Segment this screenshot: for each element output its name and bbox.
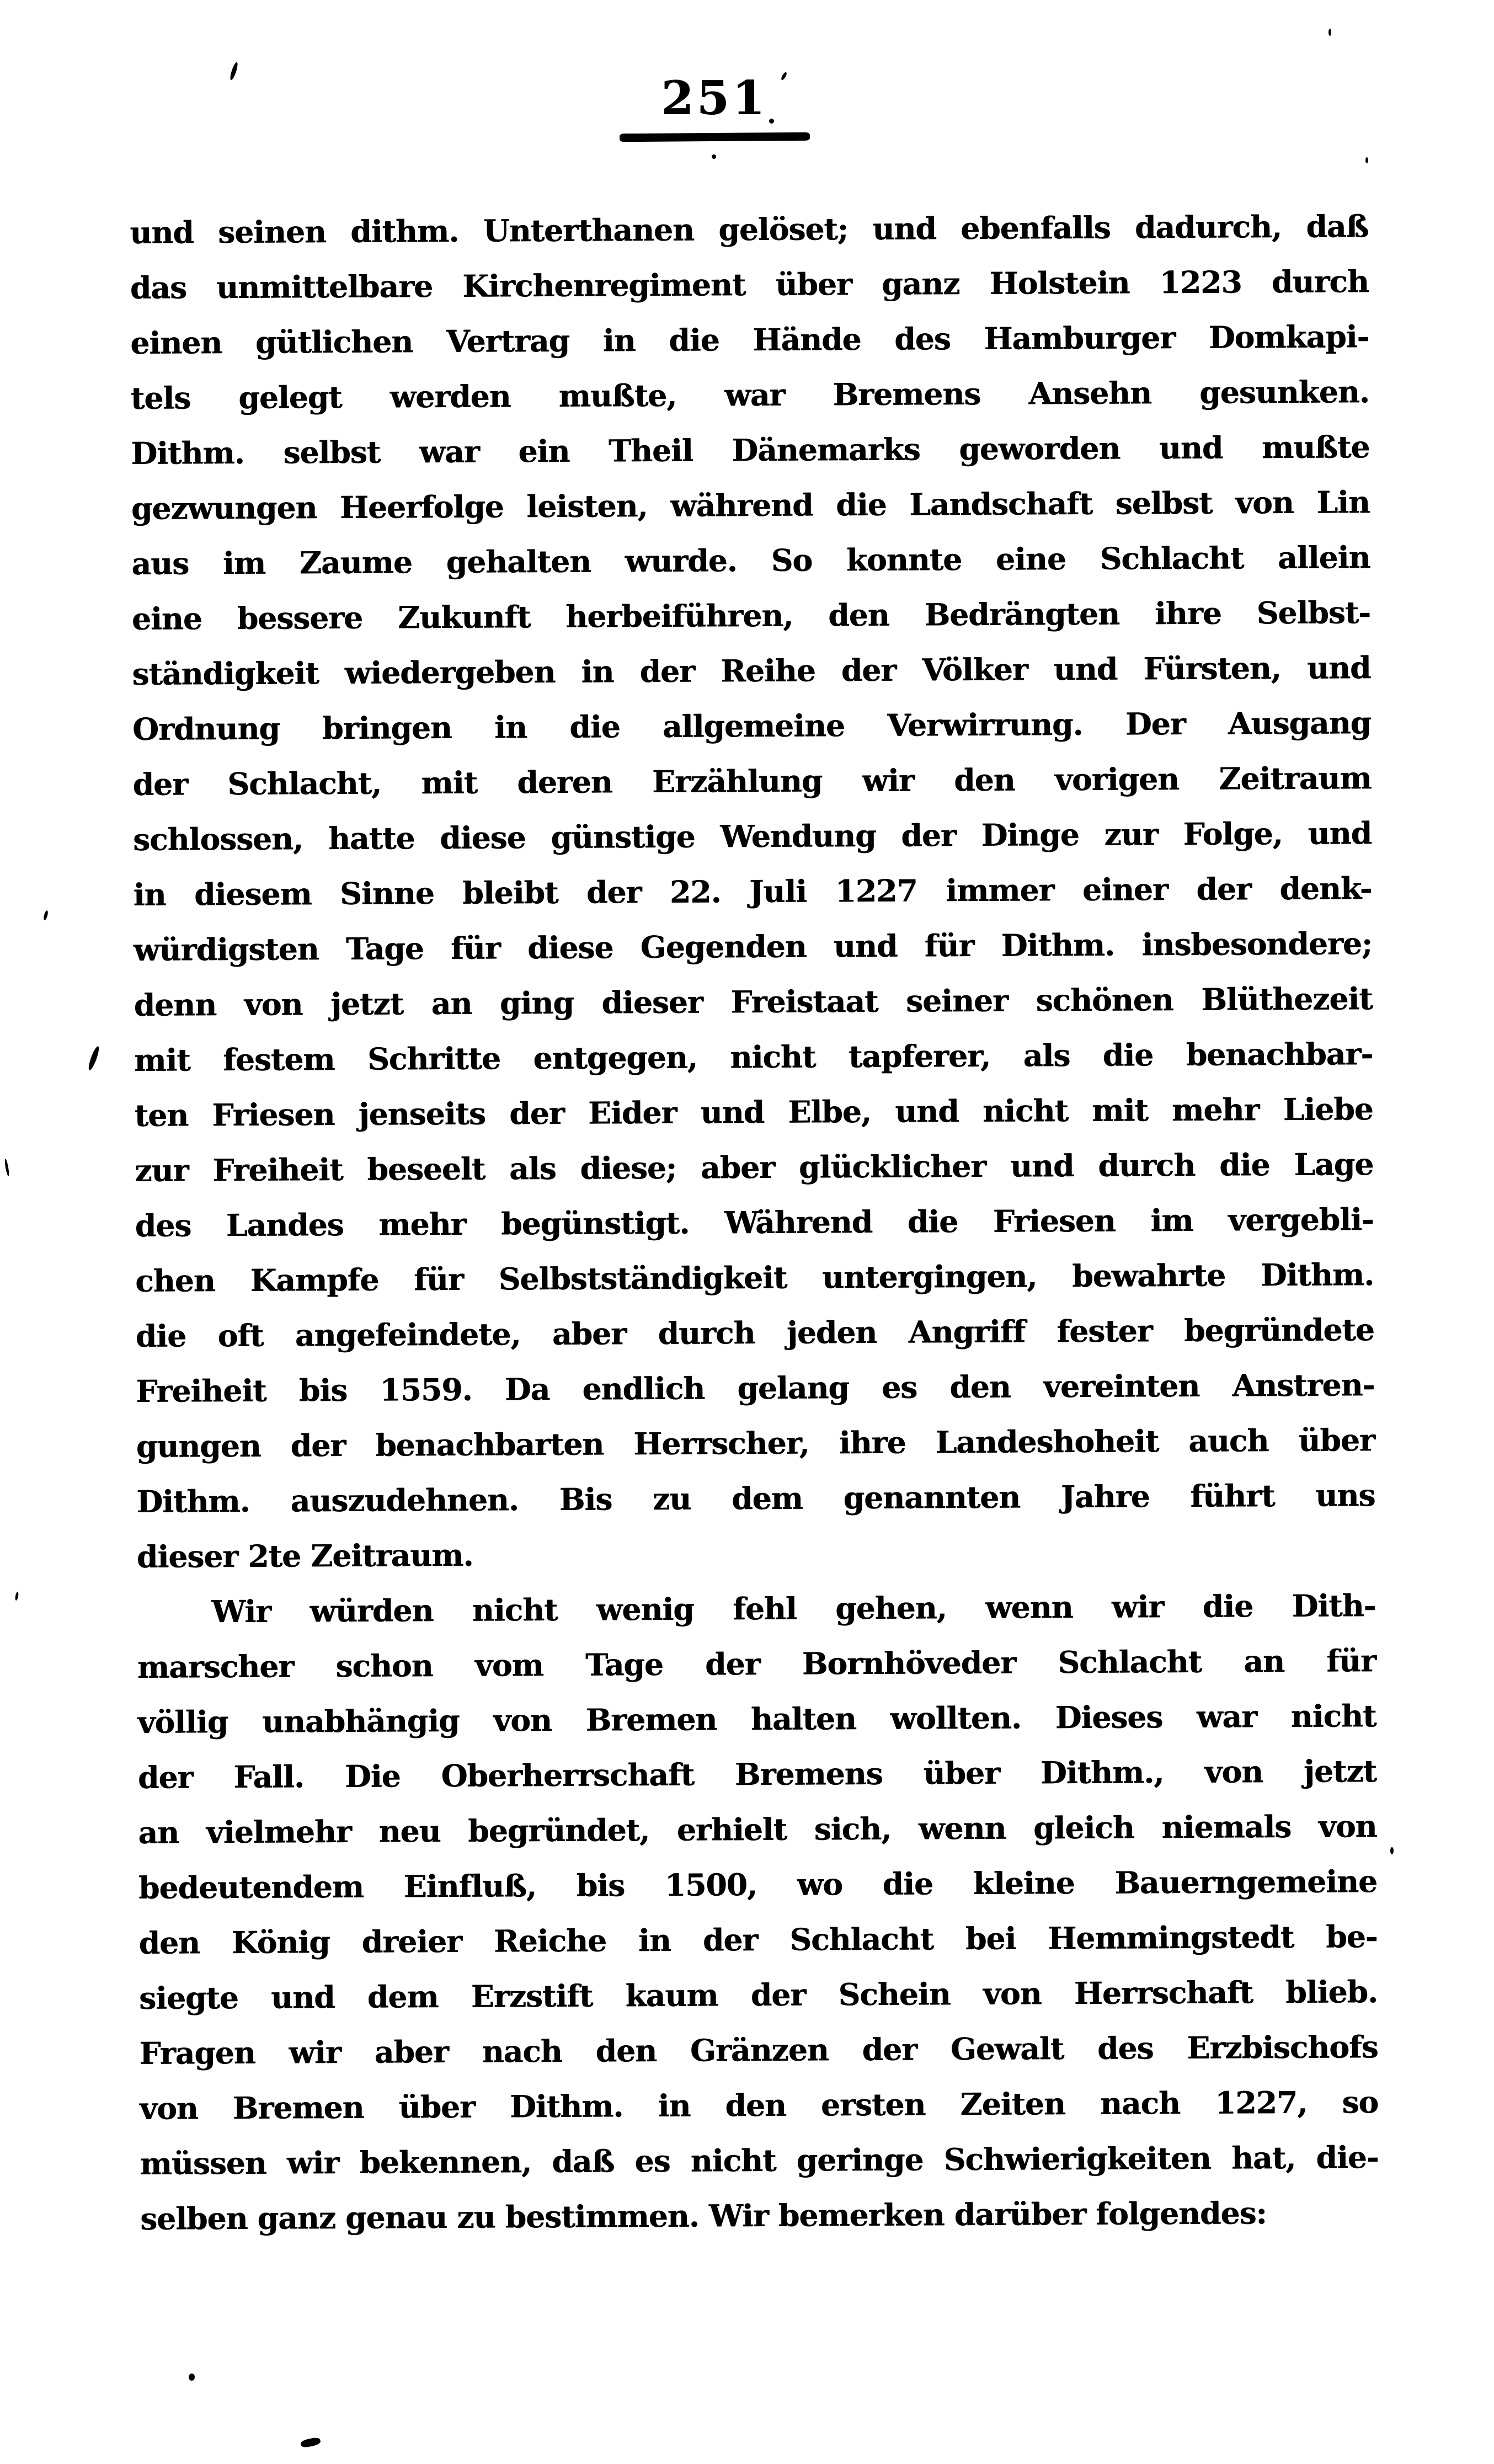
text-line: gungen der benachbarten Herrscher, ihre Landeshoheit auch über	[136, 1422, 1375, 1464]
text-line: völlig unabhängig von Bremen halten wollten. Dieses war nicht	[137, 1698, 1376, 1740]
text-line: ten Friesen jenseits der Eider und Elbe, und nicht mit mehr Liebe	[134, 1091, 1373, 1133]
text-line: Ordnung bringen in die allgemeine Verwirrung. Der Ausgang	[132, 705, 1372, 747]
text-block	[130, 199, 1379, 2247]
text-line: marscher schon vom Tage der Bornhöveder Schlacht an für	[137, 1642, 1376, 1685]
text-line-paragraph-end: selben ganz genau zu bestimmen. Wir bemerken darüber folgendes:	[140, 2195, 1267, 2237]
page-number: 251	[661, 71, 768, 125]
text-line: ständigkeit wiedergeben in der Reihe der Völker und Fürsten, und	[132, 649, 1371, 692]
ink-speck	[1328, 29, 1331, 36]
text-line: chen Kampfe für Selbstständigkeit untergingen, bewahrte Dithm.	[135, 1256, 1374, 1299]
text-line: Dithm. selbst war ein Theil Dänemarks geworden und mußte	[131, 429, 1370, 471]
running-head	[577, 71, 852, 141]
text-line: siegte und dem Erzstift kaum der Schein von Herrschaft blieb.	[138, 1974, 1378, 2016]
text-line: müssen wir bekennen, daß es nicht geringe Schwierigkeiten hat, die-	[140, 2139, 1379, 2182]
text-line: eine bessere Zukunft herbeiführen, den Bedrängten ihre Selbst-	[131, 594, 1371, 637]
text-line: würdigsten Tage für diese Gegenden und für Dithm. insbesondere;	[133, 925, 1373, 968]
ink-speck	[1390, 1847, 1394, 1854]
text-line: einen gütlichen Vertrag in die Hände des Hamburger Domkapi-	[130, 318, 1369, 361]
text-line: von Bremen über Dithm. in den ersten Zeiten nach 1227, so	[139, 2084, 1379, 2126]
ink-speck	[4, 1159, 9, 1176]
text-line: zur Freiheit beseelt als diese; aber glücklicher und durch die Lage	[134, 1146, 1374, 1188]
text-line: und seinen dithm. Unterthanen gelöset; und ebenfalls dadurch, daß	[130, 208, 1369, 250]
ink-speck	[712, 154, 716, 159]
ink-speck	[43, 910, 49, 921]
text-line: bedeutendem Einfluß, bis 1500, wo die kleine Bauerngemeine	[138, 1863, 1378, 1906]
ink-speck	[769, 119, 774, 124]
text-line: das unmittelbare Kirchenregiment über ganz Holstein 1223 durch	[130, 263, 1369, 306]
text-line: des Landes mehr begünstigt. Während die Friesen im vergebli-	[135, 1201, 1374, 1244]
text-line: der Schlacht, mit deren Erzählung wir den vorigen Zeitraum	[132, 760, 1372, 802]
text-line: den König dreier Reiche in der Schlacht bei Hemmingstedt be-	[138, 1918, 1378, 1961]
ink-speck	[1365, 157, 1368, 163]
header-rule	[619, 132, 809, 142]
text-line: der Fall. Die Oberherrschaft Bremens über Dithm., von jetzt	[137, 1753, 1377, 1795]
text-line: schlossen, hatte diese günstige Wendung der Dinge zur Folge, und	[132, 815, 1372, 857]
text-line: Freiheit bis 1559. Da endlich gelang es den vereinten Anstren-	[136, 1367, 1375, 1409]
ink-speck	[189, 2374, 195, 2381]
text-line: gezwungen Heerfolge leisten, während die Landschaft selbst von Lin	[131, 484, 1370, 526]
ink-speck	[15, 1592, 19, 1601]
text-line: an vielmehr neu begründet, erhielt sich, wenn gleich niemals von	[138, 1808, 1377, 1850]
text-line: Dithm. auszudehnen. Bis zu dem genannten Jahre führt uns	[136, 1477, 1375, 1519]
text-line-paragraph-end: dieser 2te Zeitraum.	[136, 1537, 473, 1575]
text-line: die oft angefeindete, aber durch jeden Angriff fester begründete	[135, 1311, 1374, 1354]
text-line: mit festem Schritte entgegen, nicht tapferer, als die benachbar-	[134, 1036, 1373, 1078]
text-line: denn von jetzt an ging dieser Freistaat seiner schönen Blüthezeit	[134, 980, 1373, 1023]
text-line: Fragen wir aber nach den Gränzen der Gewalt des Erzbischofs	[139, 2029, 1378, 2071]
text-line: aus im Zaume gehalten wurde. So konnte eine Schlacht allein	[131, 539, 1370, 582]
ink-smudge	[300, 2436, 321, 2448]
text-line: in diesem Sinne bleibt der 22. Juli 1227 immer einer der denk-	[133, 870, 1372, 913]
text-line-paragraph-start: Wir würden nicht wenig fehl gehen, wenn wir die Dith-	[211, 1587, 1376, 1630]
text-line: tels gelegt werden mußte, war Bremens Ansehn gesunken.	[130, 374, 1369, 416]
ink-speck	[87, 1046, 100, 1071]
ink-speck	[229, 62, 239, 81]
